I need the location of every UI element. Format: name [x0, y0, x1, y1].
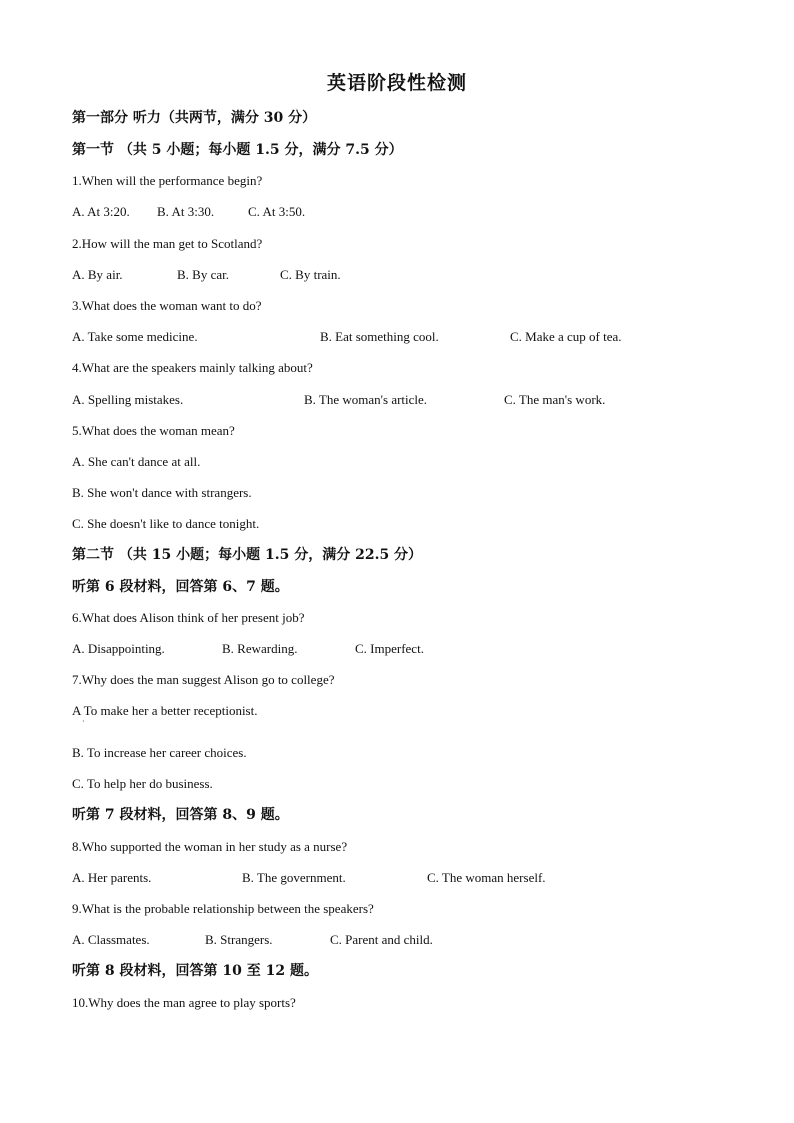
option-b: B. Rewarding. — [222, 641, 298, 656]
option-a: A. By air. — [72, 267, 123, 282]
page-title: 英语阶段性检测 — [326, 72, 467, 94]
question-stem: 8.Who supported the woman in her study as a nurse? — [72, 839, 348, 854]
question-stem: 7.Why does the man suggest Alison go to college? — [72, 672, 335, 687]
option-a: A. At 3:20. — [72, 204, 130, 219]
option-c: C. At 3:50. — [248, 204, 306, 219]
section-heading: 第二节 （共 15 小题；每小题 1.5 分，满分 22.5 分） — [72, 547, 423, 563]
option-b: B. To increase her career choices. — [72, 745, 247, 760]
material-heading: 听第 6 段材料，回答第 6、7 题。 — [72, 579, 289, 595]
question-stem: 5.What does the woman mean? — [72, 423, 235, 438]
option-b: B. The government. — [242, 870, 346, 885]
option-c: C. The man's work. — [504, 392, 606, 407]
question-stem: 9.What is the probable relationship between the speakers? — [72, 901, 374, 916]
option-b: B. She won't dance with strangers. — [72, 485, 252, 500]
option-c: C. The woman herself. — [427, 870, 546, 885]
option-a: A. Classmates. — [72, 932, 150, 947]
option-a: A. Take some medicine. — [72, 329, 198, 344]
question-stem: 10.Why does the man agree to play sports? — [72, 995, 296, 1010]
option-c: C. Make a cup of tea. — [510, 329, 622, 344]
stray-dot: · — [82, 717, 85, 726]
option-b: B. The woman's article. — [304, 392, 428, 407]
option-c: C. Imperfect. — [355, 641, 424, 656]
option-b: B. By car. — [177, 267, 229, 282]
question-stem: 6.What does Alison think of her present job? — [72, 610, 305, 625]
option-b: B. At 3:30. — [157, 204, 215, 219]
option-c: C. To help her do business. — [72, 776, 213, 791]
question-stem: 3.What does the woman want to do? — [72, 298, 262, 313]
option-a: A. Her parents. — [72, 870, 152, 885]
material-heading: 听第 7 段材料，回答第 8、9 题。 — [72, 807, 289, 823]
option-a: A. Disappointing. — [72, 641, 165, 656]
option-c: C. She doesn't like to dance tonight. — [72, 516, 260, 531]
option-a: A To make her a better receptionist. — [72, 703, 258, 718]
section-heading: 第一节 （共 5 小题；每小题 1.5 分，满分 7.5 分） — [72, 142, 403, 158]
question-stem: 1.When will the performance begin? — [72, 173, 263, 188]
option-c: C. Parent and child. — [330, 932, 433, 947]
part-heading: 第一部分 听力（共两节，满分 30 分） — [72, 110, 317, 126]
question-stem: 4.What are the speakers mainly talking about? — [72, 360, 313, 375]
option-b: B. Eat something cool. — [320, 329, 439, 344]
material-heading: 听第 8 段材料，回答第 10 至 12 题。 — [72, 963, 318, 979]
option-b: B. Strangers. — [205, 932, 273, 947]
option-a: A. She can't dance at all. — [72, 454, 201, 469]
question-stem: 2.How will the man get to Scotland? — [72, 236, 263, 251]
option-c: C. By train. — [280, 267, 341, 282]
option-a: A. Spelling mistakes. — [72, 392, 184, 407]
